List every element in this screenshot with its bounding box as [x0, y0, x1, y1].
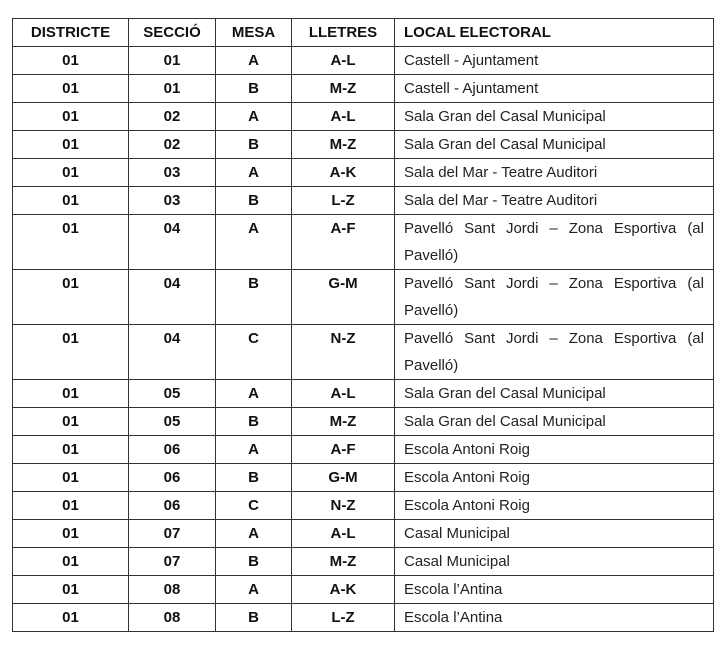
cell-local: Escola l’Antina — [395, 604, 714, 632]
electoral-table — [12, 18, 714, 632]
table-row — [13, 464, 714, 492]
table-row — [13, 270, 714, 325]
cell-mesa: C — [216, 325, 292, 380]
cell-seccio: 06 — [129, 436, 216, 464]
cell-mesa: B — [216, 548, 292, 576]
cell-mesa: C — [216, 492, 292, 520]
cell-districte: 01 — [13, 492, 129, 520]
cell-lletres: N-Z — [292, 325, 395, 380]
table-row — [13, 131, 714, 159]
cell-local: Casal Municipal — [395, 520, 714, 548]
cell-mesa: A — [216, 436, 292, 464]
cell-seccio: 06 — [129, 492, 216, 520]
cell-districte: 01 — [13, 548, 129, 576]
cell-seccio: 02 — [129, 131, 216, 159]
cell-local: Sala Gran del Casal Municipal — [395, 103, 714, 131]
cell-seccio: 08 — [129, 604, 216, 632]
cell-seccio: 04 — [129, 270, 216, 325]
cell-districte: 01 — [13, 75, 129, 103]
cell-lletres: N-Z — [292, 492, 395, 520]
cell-mesa: A — [216, 520, 292, 548]
cell-lletres: M-Z — [292, 548, 395, 576]
cell-local: Sala del Mar - Teatre Auditori — [395, 187, 714, 215]
cell-districte: 01 — [13, 380, 129, 408]
cell-mesa: A — [216, 380, 292, 408]
cell-mesa: B — [216, 75, 292, 103]
cell-lletres: A-F — [292, 436, 395, 464]
table-row — [13, 215, 714, 270]
cell-districte: 01 — [13, 464, 129, 492]
cell-districte: 01 — [13, 131, 129, 159]
table-row — [13, 604, 714, 632]
cell-districte: 01 — [13, 215, 129, 270]
cell-lletres: G-M — [292, 270, 395, 325]
cell-mesa: A — [216, 576, 292, 604]
cell-districte: 01 — [13, 103, 129, 131]
cell-lletres: G-M — [292, 464, 395, 492]
table-row — [13, 436, 714, 464]
cell-mesa: B — [216, 270, 292, 325]
cell-lletres: A-L — [292, 103, 395, 131]
cell-local: Sala Gran del Casal Municipal — [395, 380, 714, 408]
cell-lletres: L-Z — [292, 187, 395, 215]
cell-seccio: 04 — [129, 215, 216, 270]
cell-seccio: 08 — [129, 576, 216, 604]
cell-local: Escola l’Antina — [395, 576, 714, 604]
cell-districte: 01 — [13, 520, 129, 548]
cell-districte: 01 — [13, 436, 129, 464]
header-mesa: MESA — [216, 19, 292, 47]
table-row — [13, 187, 714, 215]
cell-local: Castell - Ajuntament — [395, 75, 714, 103]
cell-seccio: 05 — [129, 408, 216, 436]
cell-mesa: A — [216, 159, 292, 187]
cell-lletres: M-Z — [292, 75, 395, 103]
cell-lletres: M-Z — [292, 131, 395, 159]
table-row — [13, 408, 714, 436]
cell-seccio: 07 — [129, 520, 216, 548]
cell-mesa: B — [216, 408, 292, 436]
cell-local: Escola Antoni Roig — [395, 436, 714, 464]
table-row — [13, 159, 714, 187]
cell-local: Sala Gran del Casal Municipal — [395, 131, 714, 159]
cell-seccio: 01 — [129, 75, 216, 103]
cell-local: Castell - Ajuntament — [395, 47, 714, 75]
header-districte: DISTRICTE — [13, 19, 129, 47]
cell-districte: 01 — [13, 408, 129, 436]
cell-seccio: 02 — [129, 103, 216, 131]
cell-districte: 01 — [13, 576, 129, 604]
cell-lletres: A-K — [292, 159, 395, 187]
table-row — [13, 380, 714, 408]
cell-local: Pavelló Sant Jordi – Zona Esportiva (al Pavelló) — [395, 270, 714, 325]
cell-local: Pavelló Sant Jordi – Zona Esportiva (al Pavelló) — [395, 325, 714, 380]
cell-mesa: B — [216, 131, 292, 159]
cell-local: Sala del Mar - Teatre Auditori — [395, 159, 714, 187]
cell-local: Pavelló Sant Jordi – Zona Esportiva (al Pavelló) — [395, 215, 714, 270]
cell-lletres: L-Z — [292, 604, 395, 632]
cell-mesa: B — [216, 464, 292, 492]
table-row — [13, 75, 714, 103]
cell-seccio: 04 — [129, 325, 216, 380]
table-header-row — [13, 19, 714, 47]
cell-districte: 01 — [13, 604, 129, 632]
cell-mesa: B — [216, 187, 292, 215]
cell-lletres: A-K — [292, 576, 395, 604]
cell-seccio: 06 — [129, 464, 216, 492]
table-row — [13, 103, 714, 131]
cell-lletres: A-F — [292, 215, 395, 270]
cell-mesa: A — [216, 47, 292, 75]
cell-local: Casal Municipal — [395, 548, 714, 576]
cell-local: Sala Gran del Casal Municipal — [395, 408, 714, 436]
table-row — [13, 548, 714, 576]
cell-lletres: A-L — [292, 520, 395, 548]
header-seccio: SECCIÓ — [129, 19, 216, 47]
cell-districte: 01 — [13, 47, 129, 75]
cell-seccio: 05 — [129, 380, 216, 408]
table-row — [13, 47, 714, 75]
cell-mesa: B — [216, 604, 292, 632]
table-row — [13, 520, 714, 548]
cell-districte: 01 — [13, 270, 129, 325]
cell-seccio: 03 — [129, 187, 216, 215]
table-row — [13, 325, 714, 380]
cell-local: Escola Antoni Roig — [395, 464, 714, 492]
table-row — [13, 492, 714, 520]
cell-local: Escola Antoni Roig — [395, 492, 714, 520]
cell-lletres: M-Z — [292, 408, 395, 436]
cell-seccio: 01 — [129, 47, 216, 75]
cell-districte: 01 — [13, 187, 129, 215]
cell-districte: 01 — [13, 159, 129, 187]
cell-lletres: A-L — [292, 47, 395, 75]
cell-lletres: A-L — [292, 380, 395, 408]
cell-districte: 01 — [13, 325, 129, 380]
table-row — [13, 576, 714, 604]
header-lletres: LLETRES — [292, 19, 395, 47]
cell-seccio: 03 — [129, 159, 216, 187]
header-local-electoral: LOCAL ELECTORAL — [395, 19, 714, 47]
cell-mesa: A — [216, 103, 292, 131]
cell-seccio: 07 — [129, 548, 216, 576]
cell-mesa: A — [216, 215, 292, 270]
